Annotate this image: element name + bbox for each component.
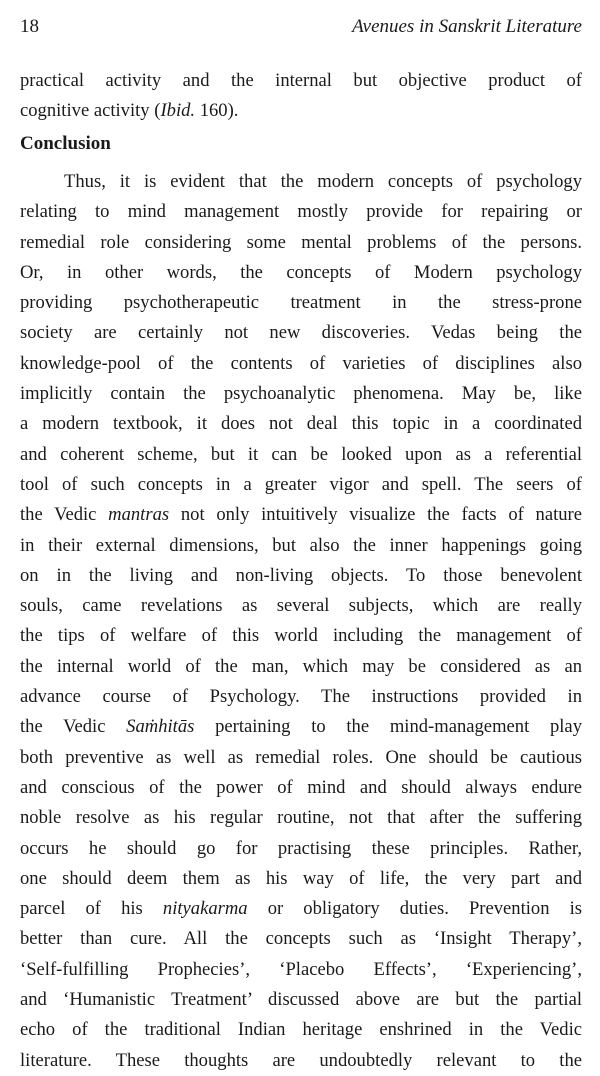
text-line: the Vedic mantras not only intuitively visualize the facts of nature bbox=[20, 504, 582, 526]
text-line: one should deem them as his way of life, the very part and bbox=[20, 867, 582, 889]
text-line: providing psychotherapeutic treatment in the stress-prone bbox=[20, 292, 582, 314]
text-line: remedial role considering some mental problems of the persons. bbox=[20, 231, 582, 253]
text-line: on in the living and non-living objects. To those benevolent bbox=[20, 564, 582, 586]
italic-term: mantras bbox=[108, 504, 170, 526]
text-line: a modern textbook, it does not deal this topic in a coordinated bbox=[20, 413, 582, 435]
text-line: the Vedic Saṁhitās pertaining to the mind-management play bbox=[20, 716, 582, 738]
text-line: tool of such concepts in a greater vigor and spell. The seers of bbox=[20, 473, 582, 495]
text-line: souls, came revelations as several subjects, which are really bbox=[20, 595, 582, 617]
text-line: and conscious of the power of mind and should always endure bbox=[20, 776, 582, 798]
section-heading: Conclusion bbox=[20, 133, 111, 154]
text-line: both preventive as well as remedial roles. One should be cautious bbox=[20, 746, 582, 768]
text-line: and ‘Humanistic Treatment’ discussed above are but the partial bbox=[20, 989, 582, 1011]
italic-term: Saṁhitās bbox=[126, 716, 195, 738]
text-line: knowledge-pool of the contents of varieties of disciplines also bbox=[20, 352, 582, 374]
text-line: parcel of his nityakarma or obligatory duties. Prevention is bbox=[20, 898, 583, 920]
text-line: and coherent scheme, but it can be looked upon as a referential bbox=[20, 443, 582, 465]
text-line: echo of the traditional Indian heritage enshrined in the Vedic bbox=[20, 1019, 582, 1041]
text-line: ‘Self-fulfilling Prophecies’, ‘Placebo Effects’, ‘Experiencing’, bbox=[20, 958, 582, 980]
text-line: relating to mind management mostly provide for repairing or bbox=[20, 201, 582, 223]
text-line: society are certainly not new discoveries. Vedas being the bbox=[20, 322, 582, 344]
text-line: Thus, it is evident that the modern concepts of psychology bbox=[64, 171, 582, 192]
text-line: practical activity and the internal but objective product of bbox=[20, 70, 582, 91]
text-line: implicitly contain the psychoanalytic phenomena. May be, like bbox=[20, 383, 582, 405]
intro-paragraph bbox=[20, 66, 582, 127]
text-line: the internal world of the man, which may be considered as an bbox=[20, 655, 582, 677]
text-line: cognitive activity (Ibid. 160). bbox=[20, 100, 239, 122]
text-line: noble resolve as his regular routine, not that after the suffering bbox=[20, 807, 582, 829]
page-number: 18 bbox=[20, 16, 39, 37]
running-title: Avenues in Sanskrit Literature bbox=[352, 16, 582, 37]
text-line: in their external dimensions, but also the inner happenings going bbox=[20, 534, 582, 556]
text-line: literature. These thoughts are undoubtedly relevant to the bbox=[20, 1049, 582, 1071]
page-header bbox=[20, 16, 582, 42]
conclusion-paragraph bbox=[20, 167, 582, 1076]
citation-ibid: Ibid. bbox=[160, 100, 196, 122]
italic-term: nityakarma bbox=[162, 898, 248, 920]
text-line: advance course of Psychology. The instructions provided in bbox=[20, 686, 582, 708]
text-line: occurs he should go for practising these principles. Rather, bbox=[20, 837, 582, 859]
text-line: better than cure. All the concepts such as ‘Insight Therapy’, bbox=[20, 928, 582, 950]
text-line: Or, in other words, the concepts of Modern psychology bbox=[20, 261, 582, 283]
text-line: the tips of welfare of this world including the management of bbox=[20, 625, 582, 647]
